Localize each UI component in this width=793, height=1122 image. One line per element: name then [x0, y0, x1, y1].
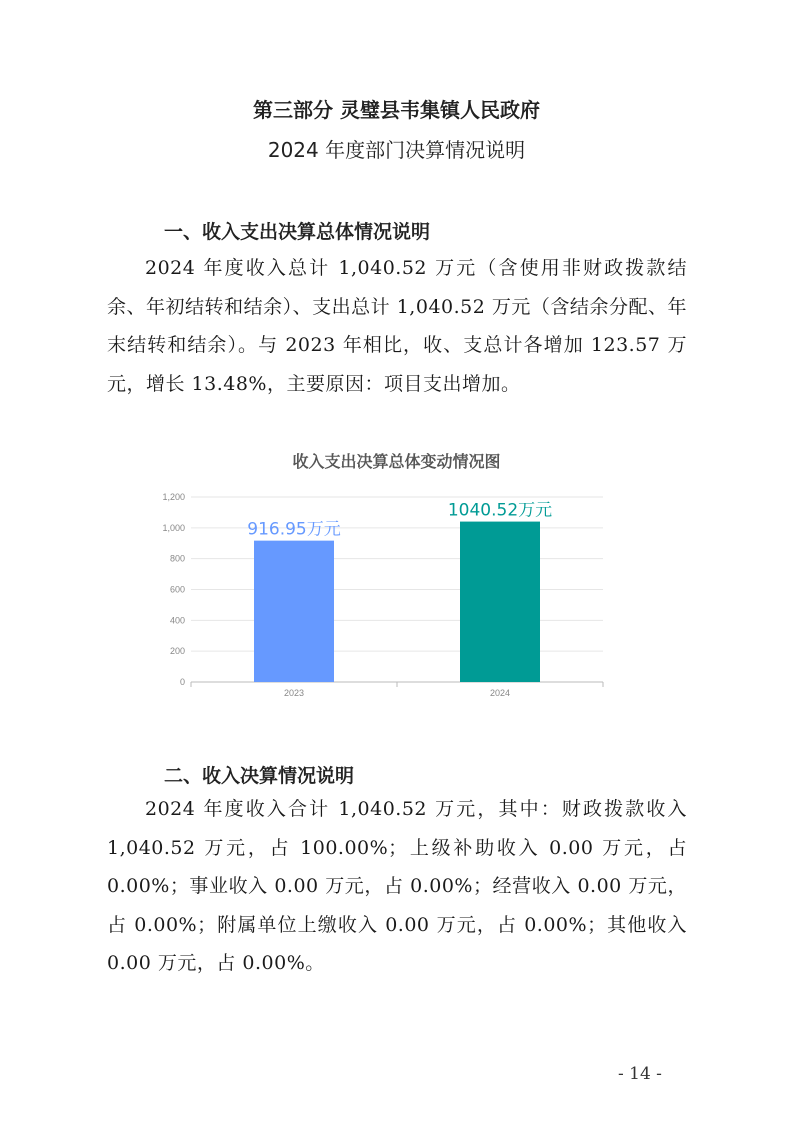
page-subtitle: 2024 年度部门决算情况说明 — [267, 138, 526, 162]
bar-2024 — [460, 522, 540, 682]
section-paragraph-income: 2024 年度收入合计 1,040.52 万元，其中：财政拨款收入 1,040.52 万元，占 100.00%；上级补助收入 0.00 万元，占 0.00%；事业收入 0.00 万元，占 0.00%；经营收入 0.00 万元，占 0.00%；附属单位上缴收入 0.00 万元，占 0.00%；其他收入 0.00 万元，占 0.00%。 — [107, 798, 687, 974]
data-label-2024: 1040.52万元 — [447, 500, 553, 521]
y-tick-label: 400 — [169, 615, 185, 626]
bar-2023 — [254, 541, 334, 682]
x-tick-label: 2023 — [283, 688, 305, 698]
y-tick-label: 1,000 — [162, 522, 185, 533]
page-title: 第三部分 灵璧县韦集镇人民政府 — [253, 98, 540, 122]
y-tick-label: 0 — [179, 677, 185, 687]
y-tick-label: 600 — [169, 584, 185, 595]
page-number: - 14 - — [618, 1064, 662, 1084]
y-tick-label: 200 — [169, 646, 185, 657]
data-label-2023: 916.95万元 — [247, 519, 341, 540]
section-heading-income-expenditure: 一、收入支出决算总体情况说明 — [164, 221, 431, 243]
chart-title: 收入支出决算总体变动情况图 — [292, 452, 501, 471]
y-tick-label: 800 — [169, 553, 185, 564]
y-tick-label: 1,200 — [162, 492, 185, 502]
x-tick-label: 2024 — [489, 688, 511, 698]
section-paragraph-income-expenditure: 2024 年度收入总计 1,040.52 万元（含使用非财政拨款结余、年初结转和结余）、支出总计 1,040.52 万元（含结余分配、年末结转和结余）。与 2023 年相比，收、支总计各增加 123.57 万元，增长 13.48%，主要原因：项目支出增加。 — [107, 257, 687, 395]
section-heading-income: 二、收入决算情况说明 — [164, 765, 355, 787]
